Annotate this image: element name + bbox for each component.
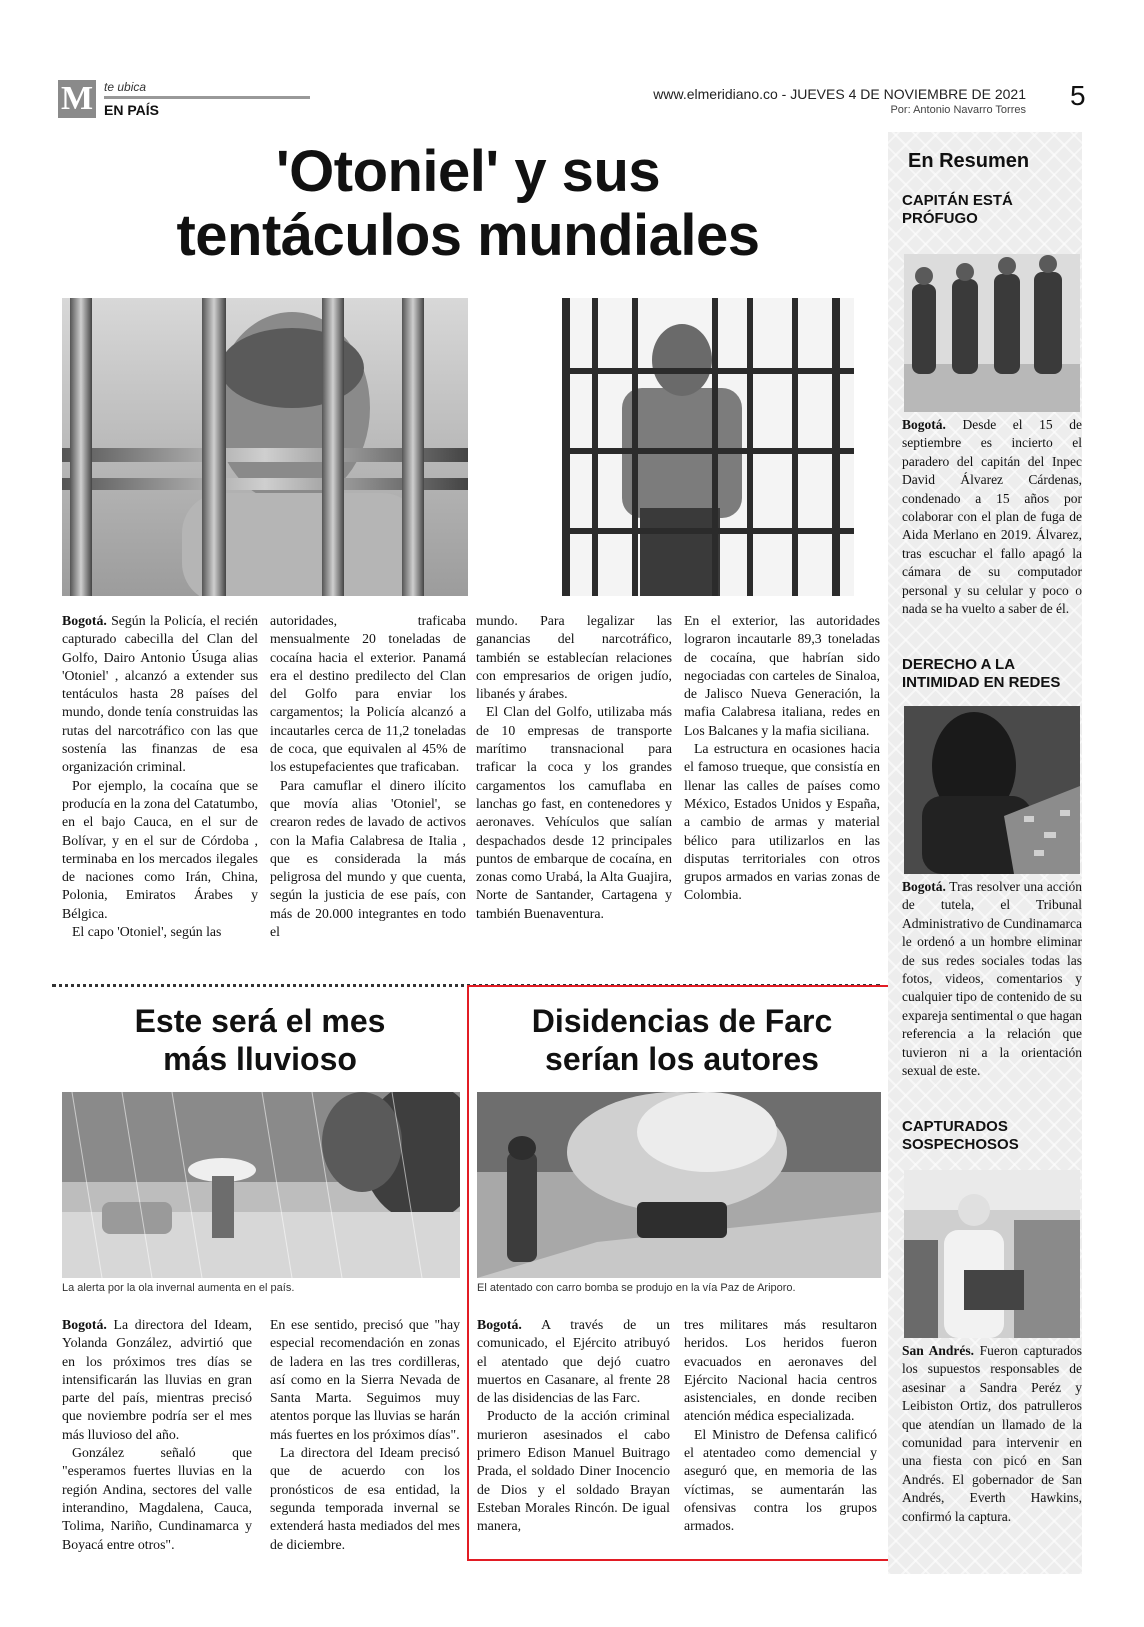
rain-story-col2-p2: La directora del Ideam precisó que de acuerdo con los pronósticos de esa entidad, la segunda temporada invernal se extenderá hasta mediados del mes de diciembre.: [270, 1445, 460, 1552]
main-story-col1: [62, 612, 258, 941]
main-story-dateline: Bogotá.: [62, 613, 107, 628]
sidebar-item2-photo: [904, 706, 1080, 874]
dateline: www.elmeridiano.co - JUEVES 4 DE NOVIEMBRE DE 2021: [653, 86, 1026, 102]
main-headline-line1: 'Otoniel' y sus: [275, 139, 661, 204]
rain-headline: [58, 1002, 462, 1078]
sidebar-item2-text: [902, 878, 1082, 1080]
newspaper-logo: M: [58, 80, 96, 118]
byline: Por: Antonio Navarro Torres: [890, 104, 1026, 116]
sidebar-item1-dateline: Bogotá.: [902, 417, 946, 432]
farc-story-col2: [684, 1316, 877, 1536]
main-story-col4: [684, 612, 880, 905]
farc-story-col1: [477, 1316, 670, 1536]
rain-story-col1-p1: [62, 1316, 252, 1444]
farc-story-col2-p2: El Ministro de Defensa calificó el atentadeo como demencial y aseguró que, en memoria de las víctimas, se aumentarán las ofensivas contra los grupos armados.: [684, 1426, 877, 1534]
sidebar-item2-heading: DERECHO A LA INTIMIDAD EN REDES: [902, 656, 1061, 691]
otoniel-cell-photo: [562, 298, 854, 596]
sidebar-item1-body: Desde el 15 de septiembre es incierto el paradero del capitán del Inpec David Álvarez Cárdenas, condenado a 15 años por colaborar con el plan de fuga de Aida Merlano en 2019. Álvarez, tras escuchar el fallo apagó la cámara de su computador personal y su celular y poco o nada se ha vuelto a saber de él.: [902, 417, 1082, 617]
rain-headline-line2: más lluvioso: [163, 1041, 357, 1077]
main-story-col3-p1: mundo. Para legalizar las ganancias del narcotráfico, también se establecían relaciones con empresarios de origen judío, libanés y árabes.: [476, 613, 672, 702]
farc-story-dateline: Bogotá.: [477, 1317, 522, 1332]
car-bomb-caption: El atentado con carro bomba se produjo en la vía Paz de Ariporo.: [477, 1282, 796, 1294]
sidebar-item3-dateline: San Andrés.: [902, 1343, 975, 1358]
section-kicker: te ubica: [104, 80, 147, 94]
sidebar-item1-heading: CAPITÁN ESTÁ PRÓFUGO: [902, 192, 1013, 227]
rain-story-col1-p2: González señaló que "esperamos fuertes lluvias en la región Andina, sectores del valle interandino, Magdalena, Cauca, Tolima, Nariño, Cundinamarca y Boyacá entre otros".: [62, 1445, 252, 1552]
farc-headline: [470, 1002, 894, 1078]
main-story-col1-text: Según la Policía, el recién capturado cabecilla del Clan del Golfo, Dairo Antonio Úsuga alias 'Otoniel' , alcanzó a extender sus tentáculos hasta 28 países del mundo, donde tenía construidas las rutas del narcotráfico con las que sostenía las finanzas de esa organización criminal.: [62, 613, 258, 775]
main-story-col1-p1: [62, 612, 258, 777]
farc-headline-line2: serían los autores: [545, 1041, 819, 1077]
sidebar-title: En Resumen: [908, 150, 1030, 172]
rain-photo-caption: La alerta por la ola invernal aumenta en el país.: [62, 1282, 295, 1294]
main-story-col4-p1: En el exterior, las autoridades lograron incautarle 89,3 toneladas de cocaína, que habrían sido negociadas con carteles de Sinaloa, de Jalisco Nueva Generación, la mafia Calabresa italiana, redes en Los Balcanes y la mafia siciliana.: [684, 613, 880, 738]
farc-story-col1-p2: Producto de la acción criminal murieron asesinados el cabo primero Edison Manuel Buitrago Prada, el soldado Diner Inocencio de Dios y el soldado Brayan Esteban Morales Rincón. De igual manera,: [477, 1408, 670, 1534]
rain-story-col2-p1: En ese sentido, precisó que "hay especial recomendación en zonas de ladera en las tres cordilleras, así como en la Sierra Nevada de Santa Marta. Seguimos muy atentos porque las lluvias se harán más fuertes en los próximos días".: [270, 1317, 460, 1442]
section-name: EN PAÍS: [104, 102, 159, 118]
sidebar-item1-text: [902, 416, 1082, 618]
sidebar-item3-body: Fueron capturados los supuestos responsables de asesinar a Sandra Peréz y Leibiston Ortiz, dos patrulleros que atendían un llamado de la comunidad para intervenir en una fiesta con picó en San Andrés. El gobernador de San Andrés, Everth Hawkins, confirmó la captura.: [902, 1343, 1082, 1524]
main-story-col1-p3: El capo 'Otoniel', según las: [72, 924, 222, 940]
main-story-col1-p2: Por ejemplo, la cocaína que se producía en la zona del Catatumbo, en el bajo Cauca, en el sur de Bolívar, y en el sur de Córdoba , terminaba en los mercados ilegales de naciones como Irán, China, Polonia, Emiratos Árabes y Bélgica.: [62, 777, 258, 921]
main-story-col2: [270, 612, 466, 941]
sidebar-item2-dateline: Bogotá.: [902, 879, 946, 894]
rain-story-dateline: Bogotá.: [62, 1317, 107, 1332]
main-headline: [58, 140, 878, 268]
main-headline-line2: tentáculos mundiales: [176, 203, 760, 268]
main-story-col3-p2: El Clan del Golfo, utilizaba más de 10 empresas de transporte marítimo transnacional para traficar la coca y los grandes cargamentos los camuflaba en lanchas go fast, en contenedores y aeronaves. Vehículos que salían despachados desde 12 principales puntos de embarque de cocaína, en zonas como Urabá, la Alta Guajira, Norte de Santander, Cartagena y también Buenaventura.: [476, 704, 672, 921]
farc-story-col1-p1: [477, 1316, 670, 1407]
otoniel-bars-photo: [62, 298, 468, 596]
rain-photo: [62, 1092, 460, 1278]
sidebar-item2-body: Tras resolver una acción de tutela, el Tribunal Administrativo de Cundinamarca le ordenó a un hombre eliminar de sus redes sociales todas las fotos, videos, comentarios y cualquier tipo de contenido de su expareja sentimental o que hagan referencia a la relación que tuvieron ni a la orientación sexual de este.: [902, 879, 1082, 1079]
rain-headline-line1: Este será el mes: [134, 1003, 386, 1039]
sidebar-item1-photo: [904, 254, 1080, 412]
farc-story-col1-text: A través de un comunicado, el Ejército atribuyó el atentado que dejó cuatro muertos en Casanare, al frente 28 de las disidencias de las Farc.: [477, 1317, 670, 1406]
rain-story-col1-text: La directora del Ideam, Yolanda González, advirtió que en los próximos tres días se intensificarán las lluvias en gran parte del país, mientras precisó que noviembre podría ser el mes más lluvioso del año.: [62, 1317, 252, 1442]
farc-headline-line1: Disidencias de Farc: [531, 1003, 833, 1039]
main-story-col2-p2: Para camuflar el dinero ilícito que movía alias 'Otoniel', se crearon redes de lavado de activos con la Mafia Calabresa de Italia , que es considerada la más peligrosa del mundo y que cuenta, según la justicia de ese país, con más de 20.000 integrantes en todo el: [270, 777, 466, 940]
main-story-col2-p1: autoridades, traficaba mensualmente 20 toneladas de cocaína hacia el exterior. Panamá era el destino predilecto del Clan del Golfo para enviar los cargamentos; la Policía alcanzó a incautarles cerca de 11,2 toneladas de coca, que equivalen al 45% de los estupefacientes que traficaban.: [270, 613, 466, 775]
car-bomb-photo: [477, 1092, 881, 1278]
rain-story-col2: [270, 1316, 460, 1554]
farc-story-col2-p1: tres militares más resultaron heridos. Los heridos fueron evacuados en aeronaves del Ejército Nacional hacia centros asistenciales, en donde reciben atención médica especializada.: [684, 1317, 877, 1424]
sidebar-item3-photo: [904, 1170, 1080, 1338]
main-story-col3: [476, 612, 672, 923]
page-number: 5: [1070, 80, 1086, 111]
main-story-col4-p2: La estructura en ocasiones hacia el famoso trueque, que consistía en llenar las calles de países como México, Estados Unidos y España, a cambio de armas y material bélico para utilizarlos en las disputas territoriales con otros grupos armados en varias zonas de Colombia.: [684, 741, 880, 903]
sidebar-item3-text: [902, 1342, 1082, 1526]
header-rule: [104, 96, 310, 99]
sidebar-item3-heading: CAPTURADOS SOSPECHOSOS: [902, 1118, 1019, 1153]
rain-story-col1: [62, 1316, 252, 1554]
